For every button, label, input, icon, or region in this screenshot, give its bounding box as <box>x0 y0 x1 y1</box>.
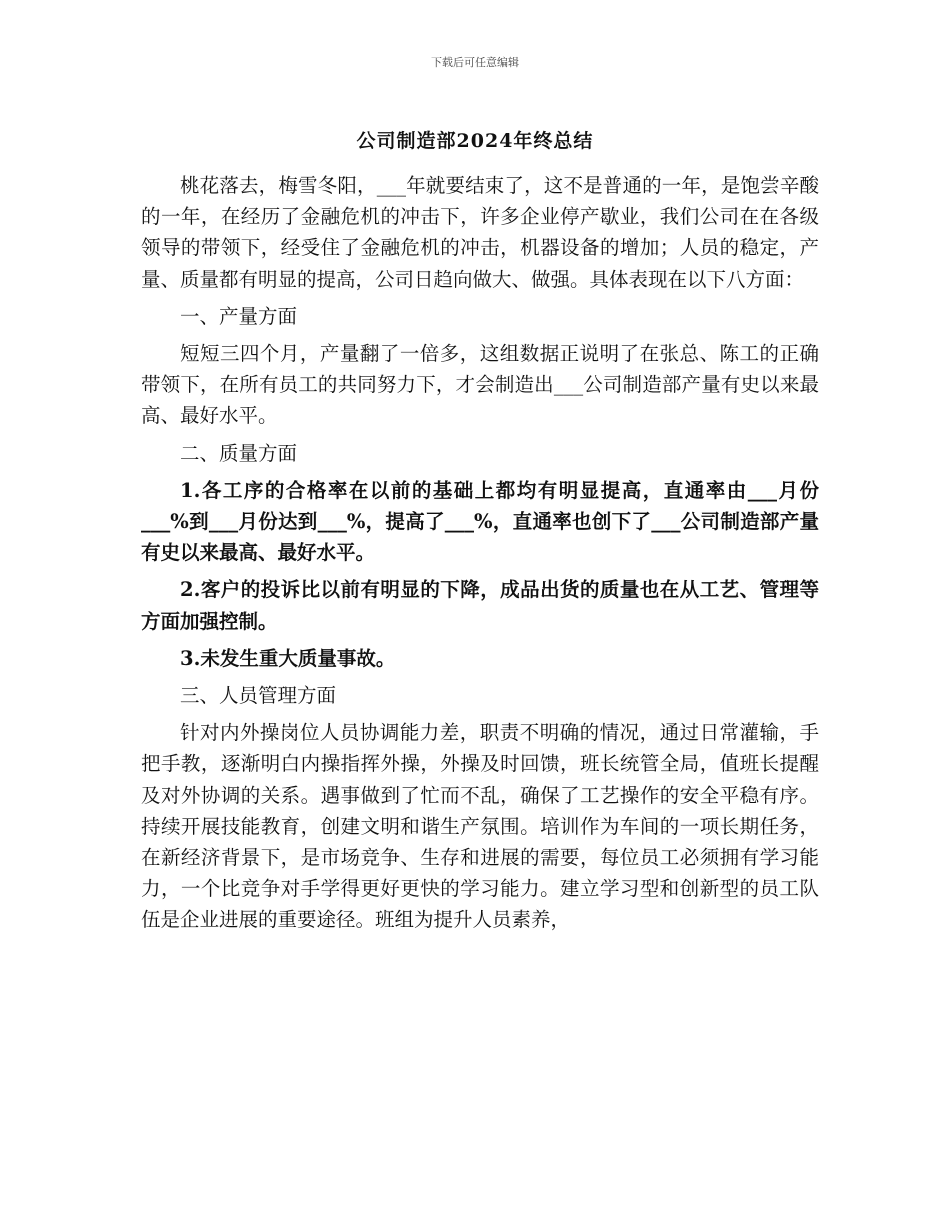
document-title: 公司制造部2024年终总结 <box>356 130 594 152</box>
section-2-item-3: 3.未发生重大质量事故。 <box>180 646 396 670</box>
document-body <box>141 170 819 936</box>
section-1-paragraph: 短短三四个月，产量翻了一倍多，这组数据正说明了在张总、陈工的正确带领下，在所有员工的共同努力下，才会制造出___公司制造部产量有史以来最高、最好水平。 <box>141 342 819 428</box>
page-header: 下载后可任意编辑 <box>431 56 519 69</box>
section-3-heading: 三、人员管理方面 <box>180 684 337 708</box>
section-2-item-2: 2.客户的投诉比以前有明显的下降，成品出货的质量也在从工艺、管理等方面加强控制。 <box>141 578 819 633</box>
section-2-heading: 二、质量方面 <box>180 441 298 465</box>
section-1-heading: 一、产量方面 <box>180 304 298 328</box>
section-3-paragraph: 针对内外操岗位人员协调能力差，职责不明确的情况，通过日常灌输，手把手教，逐渐明白内操指挥外操，外操及时回馈，班长统管全局，值班长提醒及对外协调的关系。遇事做到了忙而不乱，确保了工艺操作的安全平稳有序。持续开展技能教育，创建文明和谐生产氛围。培训作为车间的一项长期任务，在新经济背景下，是市场竞争、生存和进展的需要，每位员工必须拥有学习能力，一个比竞争对手学得更好更快的学习能力。建立学习型和创新型的员工队伍是企业进展的重要途径。班组为提升人员素养， <box>141 721 819 932</box>
section-2-item-1: 1.各工序的合格率在以前的基础上都均有明显提高，直通率由___月份___%到___月份达到___%，提高了___%，直通率也创下了___公司制造部产量有史以来最高、最好水平。 <box>141 478 819 565</box>
intro-paragraph: 桃花落去，梅雪冬阳，___年就要结束了，这不是普通的一年，是饱尝辛酸的一年，在经历了金融危机的冲击下，许多企业停产歇业，我们公司在在各级领导的带领下，经受住了金融危机的冲击，机器设备的增加；人员的稳定，产量、质量都有明显的提高，公司日趋向做大、做强。具体表现在以下八方面： <box>141 174 819 291</box>
